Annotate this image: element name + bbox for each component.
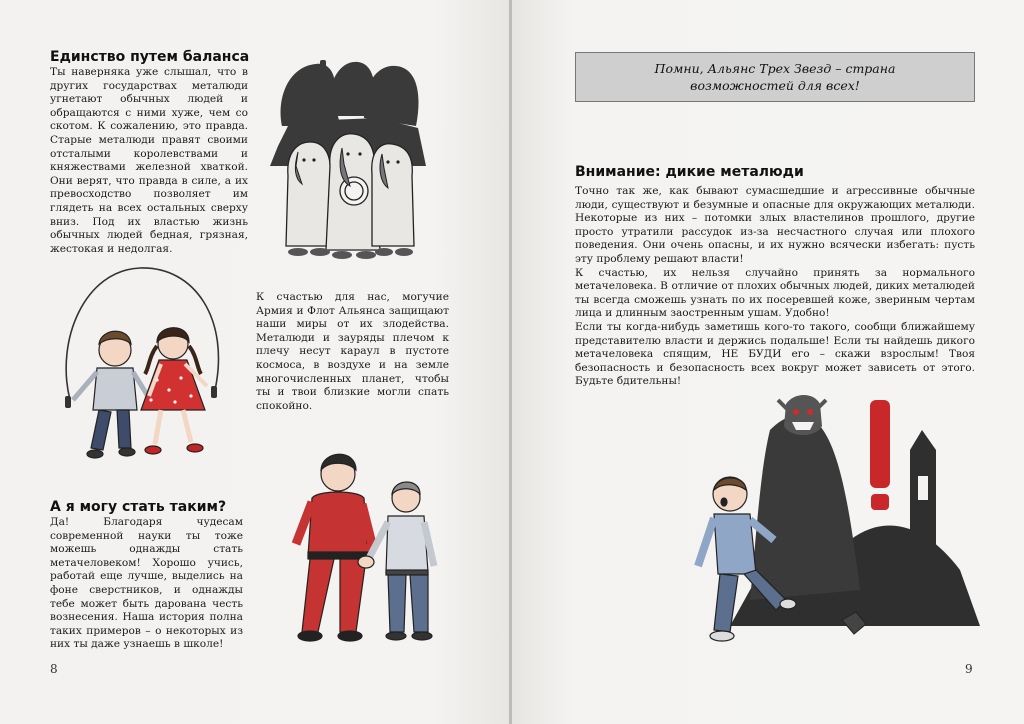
paragraph-wild-1: Точно так же, как бывают сумасшедшие и агрессивные обычные люди, существуют и безумные и опасные для окружающих металюди. Некоторые из них – потомки злых властелинов прошлого, другие просто утратили рассудок из-за несчастного случая или плохого поведения. Они очень опасны, и их нужно всячески избегать: пусть эту проблему решают власти! — [575, 185, 975, 265]
illustration-oppressed-people — [268, 56, 428, 268]
left-page — [0, 0, 510, 724]
heading-unity-through-balance: Единство путем баланса — [50, 49, 250, 65]
paragraph-wild-2: К счастью, их нельзя случайно принять за нормального метачеловека. В отличие от плохих обычных людей, диких металюдей ты всегда сможешь узнать по их посеревшей коже, звериным чертам лица и длинным заостренным ушам. Удобно! — [575, 266, 975, 320]
text-can-i-become-one: Да! Благодаря чудесам современной науки ты тоже можешь однажды стать метачеловеком! Хорошо учись, работай еще лучше, выделись на фоне сверстников, и однажды тебе может быть дарована честь вознесения. Наша история полна таких примеров – о некоторых из них ты даже узнаешь в школе! — [50, 516, 243, 651]
heading-wild-metahumans: Внимание: дикие металюди — [575, 164, 804, 180]
text-army-and-fleet: К счастью для нас, могучие Армия и Флот Альянса защищают наши миры от их злодейства. Металюди и зауряды плечом к плечу несут караул в пустоте космоса, в воздухе и на земле многочисленных планет, чтобы ты и твои близкие могли спать спокойно. — [256, 291, 449, 412]
banner-alliance-motto: Помни, Альянс Трех Звезд – страна возможностей для всех! — [575, 52, 975, 102]
wild-metahumans-text — [575, 185, 975, 389]
illustration-children-jump-rope — [45, 260, 230, 470]
page-number-left: 8 — [50, 662, 58, 676]
illustration-handshake — [288, 448, 448, 648]
illustration-wild-metahuman — [690, 390, 990, 652]
text-unity-through-balance: Ты наверняка уже слышал, что в других государствах металюди угнетают обычных людей и обращаются с ними хуже, чем со скотом. К сожалению, это правда. Старые металюди правят своими отсталыми королевствами и княжествами железной хваткой. Они верят, что правда в силе, а их превосходство позволяет им глядеть на всех остальных сверху вниз. Под их властью жизнь обычных людей бедная, грязная, жестокая и недолгая. — [50, 66, 248, 255]
paragraph-wild-3: Если ты когда-нибудь заметишь кого-то такого, сообщи ближайшему представителю власти и держись подальше! Если ты найдешь дикого метачеловека спящим, НЕ БУДИ его – скажи взрослым! Твоя безопасность и безопасность всех вокруг может зависеть от этого. Будьте бдительны! — [575, 320, 975, 388]
heading-can-i-become-one: А я могу стать таким? — [50, 499, 227, 515]
page-number-right: 9 — [965, 662, 973, 676]
